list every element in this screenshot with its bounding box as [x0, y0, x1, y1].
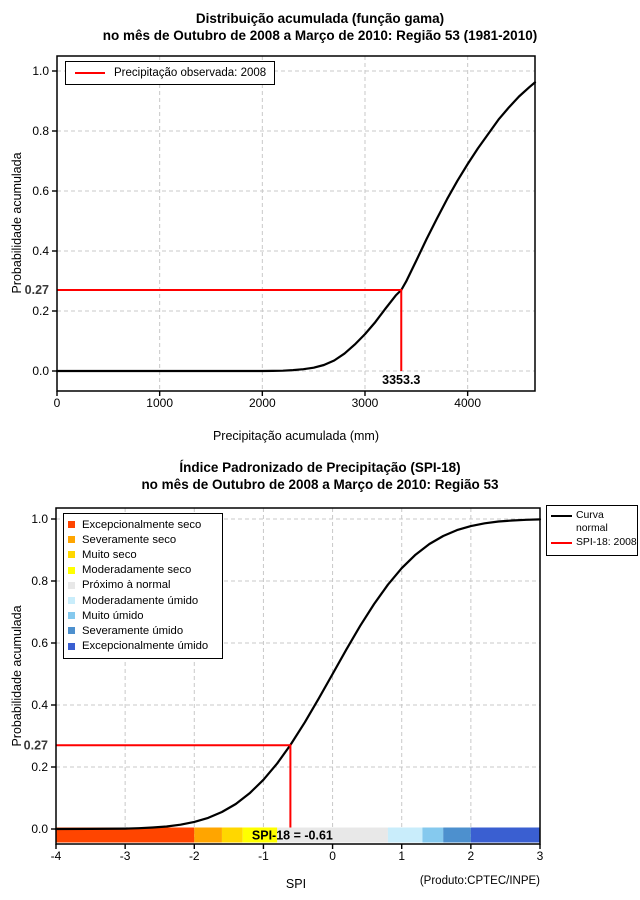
y-tick-label: 0.6	[31, 636, 48, 650]
x-tick-label: 2	[467, 849, 475, 863]
legend-item	[65, 593, 222, 608]
category-swatch-icon	[68, 597, 75, 604]
chart1-legend	[65, 61, 275, 85]
y-tick-label: 0.0	[32, 364, 49, 378]
spi-category-bar-segment	[194, 828, 222, 843]
spi-category-bar-segment	[388, 828, 423, 843]
annotation-y-value: 0.27	[23, 738, 48, 753]
annotation-y-value: 0.27	[24, 283, 49, 297]
legend-item	[65, 517, 222, 532]
chart2-y-axis-label: Probabilidade acumulada	[10, 605, 24, 747]
chart1-subtitle: no mês de Outubro de 2008 a Março de 2010: Região 53 (1981-2010)	[102, 28, 538, 43]
x-tick-label: 3000	[351, 396, 379, 410]
chart1-title: Distribuição acumulada (função gama)	[195, 11, 445, 26]
chart2-subtitle: no mês de Outubro de 2008 a Março de 2010: Região 53	[141, 477, 499, 492]
legend-item	[65, 578, 222, 593]
category-swatch-icon	[68, 521, 75, 528]
x-tick-label: 3	[536, 849, 544, 863]
legend-item	[65, 608, 222, 623]
y-tick-label: 1.0	[32, 64, 49, 78]
chart1-y-axis-label: Probabilidade acumulada	[10, 152, 24, 294]
y-tick-label: 0.0	[31, 822, 48, 836]
x-tick-label: -2	[188, 849, 200, 863]
legend-item-label: Moderadamente úmido	[82, 594, 199, 607]
annotation-spi-value: SPI-18 = -0.61	[251, 828, 333, 843]
x-tick-label: -3	[119, 849, 131, 863]
annotation-x-value: 3353.3	[382, 373, 421, 387]
legend-item	[550, 510, 637, 535]
chart2-curve-legend	[546, 505, 638, 556]
legend-item-label: Excepcionalmente úmido	[82, 640, 209, 653]
legend-item-label: Severamente seco	[82, 533, 177, 546]
line-sample-icon	[551, 542, 572, 544]
line-sample-icon	[551, 515, 572, 517]
distribution-curve	[57, 82, 535, 371]
spi-category-bar-segment	[471, 828, 540, 843]
y-tick-label: 0.6	[32, 184, 49, 198]
category-swatch-icon	[68, 612, 75, 619]
legend-item-label: SPI-18: 2008	[576, 537, 637, 548]
chart1-legend-label: Precipitação observada: 2008	[114, 67, 267, 79]
x-tick-label: 4000	[454, 396, 482, 410]
x-tick-label: -4	[50, 849, 62, 863]
category-swatch-icon	[68, 643, 75, 650]
legend-item	[65, 532, 222, 547]
spi-category-bar-segment	[422, 828, 443, 843]
x-tick-label: 1	[398, 849, 406, 863]
category-swatch-icon	[68, 627, 75, 634]
legend-item	[550, 537, 637, 550]
legend-item	[65, 563, 222, 578]
y-tick-label: 0.2	[31, 760, 48, 774]
legend-item	[65, 547, 222, 562]
category-swatch-icon	[68, 567, 75, 574]
red-line-sample-icon	[75, 72, 105, 74]
chart1-x-axis-label: Precipitação acumulada (mm)	[212, 429, 380, 443]
chart2-x-axis-label: SPI	[285, 877, 307, 891]
spi-category-bar-segment	[222, 828, 243, 843]
x-tick-label: 2000	[248, 396, 276, 410]
x-tick-label: 0	[329, 849, 336, 863]
legend-item-label: Próximo à normal	[82, 579, 171, 592]
plot-frame	[57, 56, 535, 391]
y-tick-label: 1.0	[31, 512, 48, 526]
legend-item-label: Severamente úmido	[82, 624, 184, 637]
legend-item	[65, 623, 222, 638]
spi-category-bar-segment	[443, 828, 471, 843]
category-swatch-icon	[68, 551, 75, 558]
y-tick-label: 0.8	[31, 574, 48, 588]
y-tick-label: 0.8	[32, 124, 49, 138]
legend-item-label: Curva normal	[576, 510, 608, 534]
legend-item-label: Excepcionalmente seco	[82, 518, 202, 531]
y-tick-label: 0.4	[32, 244, 49, 258]
legend-item-label: Muito seco	[82, 548, 137, 561]
category-swatch-icon	[68, 536, 75, 543]
chart2-footnote: (Produto:CPTEC/INPE)	[419, 875, 540, 887]
chart2-title: Índice Padronizado de Precipitação (SPI-18)	[179, 460, 461, 475]
category-swatch-icon	[68, 582, 75, 589]
annotation-red-line	[57, 290, 401, 371]
legend-item-label: Muito úmido	[82, 609, 144, 622]
y-tick-label: 0.2	[32, 304, 49, 318]
legend-item-label: Moderadamente seco	[82, 564, 192, 577]
y-tick-label: 0.4	[31, 698, 48, 712]
legend-item	[65, 639, 222, 654]
chart2-category-legend	[63, 513, 223, 659]
x-tick-label: 0	[53, 396, 61, 410]
x-tick-label: 1000	[146, 396, 174, 410]
x-tick-label: -1	[258, 849, 269, 863]
